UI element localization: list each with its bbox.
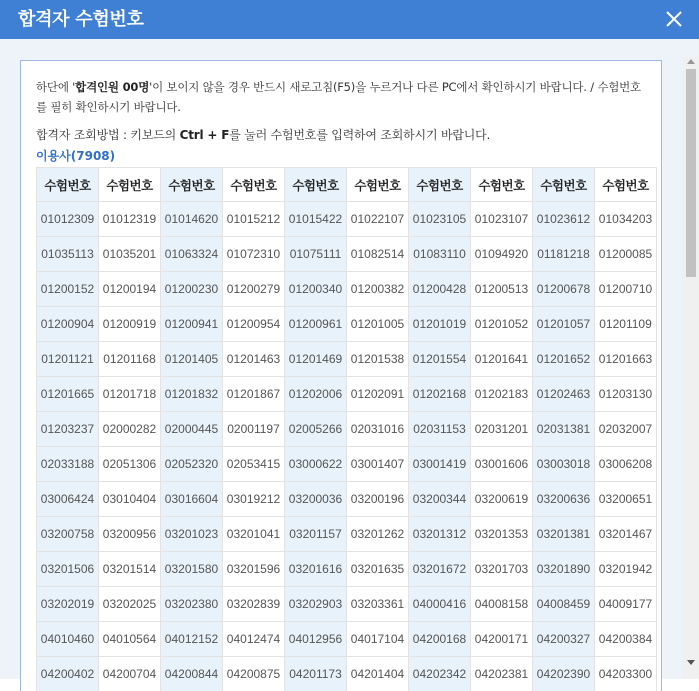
search-howto — [36, 127, 651, 143]
exam-number-cell: 01201405 — [161, 342, 223, 377]
exam-number-cell: 03003018 — [533, 447, 595, 482]
table-row — [37, 657, 657, 691]
table-row — [37, 517, 657, 552]
exam-number-cell: 01200382 — [347, 272, 409, 307]
exam-number-cell: 01201665 — [37, 377, 99, 412]
table-header-row — [37, 168, 657, 202]
exam-number-cell: 01063324 — [161, 237, 223, 272]
exam-number-cell: 03019212 — [223, 482, 285, 517]
exam-number-cell: 01181218 — [533, 237, 595, 272]
exam-number-cell: 01200340 — [285, 272, 347, 307]
exam-number-cell: 03201023 — [161, 517, 223, 552]
exam-number-cell: 01200279 — [223, 272, 285, 307]
exam-number-cell: 01015212 — [223, 202, 285, 237]
table-row — [37, 552, 657, 587]
exam-number-cell: 01200678 — [533, 272, 595, 307]
exam-number-cell: 01082514 — [347, 237, 409, 272]
exam-number-cell: 01201469 — [285, 342, 347, 377]
exam-number-cell: 04202342 — [409, 657, 471, 691]
column-header: 수험번호 — [37, 168, 99, 202]
exam-number-table — [36, 167, 657, 691]
exam-number-cell: 03201635 — [347, 552, 409, 587]
exam-number-cell: 01023107 — [471, 202, 533, 237]
exam-number-cell: 02031153 — [409, 412, 471, 447]
exam-number-cell: 03200036 — [285, 482, 347, 517]
exam-number-cell: 01203237 — [37, 412, 99, 447]
table-row — [37, 202, 657, 237]
column-header: 수험번호 — [161, 168, 223, 202]
column-header: 수험번호 — [347, 168, 409, 202]
column-header: 수험번호 — [285, 168, 347, 202]
company-heading: 이용사(7908) — [36, 148, 115, 164]
scroll-down-icon[interactable] — [687, 660, 695, 665]
exam-number-cell: 01012319 — [99, 202, 161, 237]
exam-number-cell: 03006424 — [37, 482, 99, 517]
exam-number-cell: 04010564 — [99, 622, 161, 657]
exam-number-cell: 02031381 — [533, 412, 595, 447]
exam-number-cell: 01201641 — [471, 342, 533, 377]
exam-number-cell: 04200704 — [99, 657, 161, 691]
exam-number-cell: 01201867 — [223, 377, 285, 412]
exam-number-cell: 01094920 — [471, 237, 533, 272]
exam-number-cell: 01201005 — [347, 307, 409, 342]
exam-number-cell: 02000445 — [161, 412, 223, 447]
exam-number-cell: 03000622 — [285, 447, 347, 482]
column-header: 수험번호 — [223, 168, 285, 202]
exam-number-cell: 01201832 — [161, 377, 223, 412]
column-header: 수험번호 — [409, 168, 471, 202]
exam-number-cell: 03001606 — [471, 447, 533, 482]
column-header: 수험번호 — [471, 168, 533, 202]
exam-number-cell: 01034203 — [595, 202, 657, 237]
exam-number-cell: 01023105 — [409, 202, 471, 237]
exam-number-cell: 03201157 — [285, 517, 347, 552]
exam-number-cell: 03200619 — [471, 482, 533, 517]
exam-number-cell: 02033188 — [37, 447, 99, 482]
exam-number-cell: 03200758 — [37, 517, 99, 552]
exam-number-cell: 02052320 — [161, 447, 223, 482]
exam-number-cell: 03001419 — [409, 447, 471, 482]
exam-number-cell: 04012152 — [161, 622, 223, 657]
exam-number-cell: 04017104 — [347, 622, 409, 657]
exam-number-cell: 04010460 — [37, 622, 99, 657]
exam-number-cell: 01201463 — [223, 342, 285, 377]
exam-number-cell: 04008158 — [471, 587, 533, 622]
exam-number-cell: 03201381 — [533, 517, 595, 552]
exam-number-cell: 02005266 — [285, 412, 347, 447]
exam-number-cell: 01200961 — [285, 307, 347, 342]
exam-number-cell: 01035113 — [37, 237, 99, 272]
exam-number-cell: 01201019 — [409, 307, 471, 342]
exam-number-cell: 04200844 — [161, 657, 223, 691]
exam-number-cell: 01083110 — [409, 237, 471, 272]
exam-number-cell: 03200651 — [595, 482, 657, 517]
table-row — [37, 482, 657, 517]
scrollbar-thumb[interactable] — [686, 69, 696, 277]
exam-number-cell: 01202091 — [347, 377, 409, 412]
exam-number-cell: 01200428 — [409, 272, 471, 307]
exam-number-cell: 01201109 — [595, 307, 657, 342]
exam-number-cell: 04201173 — [285, 657, 347, 691]
exam-number-cell: 01072310 — [223, 237, 285, 272]
exam-number-cell: 02053415 — [223, 447, 285, 482]
exam-number-cell: 03201353 — [471, 517, 533, 552]
exam-number-cell: 03202380 — [161, 587, 223, 622]
exam-number-cell: 04200327 — [533, 622, 595, 657]
exam-number-cell: 01201652 — [533, 342, 595, 377]
exam-number-cell: 01203130 — [595, 377, 657, 412]
column-header: 수험번호 — [595, 168, 657, 202]
exam-number-cell: 02032007 — [595, 412, 657, 447]
exam-number-cell: 03201616 — [285, 552, 347, 587]
exam-number-cell: 02000282 — [99, 412, 161, 447]
howto-pre: : 키보드의 — [119, 128, 179, 142]
exam-number-cell: 01014620 — [161, 202, 223, 237]
exam-number-cell: 01200904 — [37, 307, 99, 342]
table-body — [37, 202, 657, 691]
vertical-scrollbar[interactable] — [683, 57, 699, 679]
table-row — [37, 272, 657, 307]
exam-number-cell: 03201596 — [223, 552, 285, 587]
exam-number-cell: 03201672 — [409, 552, 471, 587]
exam-number-cell: 04202381 — [471, 657, 533, 691]
exam-number-cell: 03010404 — [99, 482, 161, 517]
table-row — [37, 587, 657, 622]
exam-number-cell: 01201663 — [595, 342, 657, 377]
exam-number-cell: 03201514 — [99, 552, 161, 587]
exam-number-cell: 03202903 — [285, 587, 347, 622]
table-row — [37, 307, 657, 342]
exam-number-cell: 02001197 — [223, 412, 285, 447]
howto-label: 합격자 조회방법 — [36, 128, 119, 142]
exam-number-cell: 03201262 — [347, 517, 409, 552]
table-row — [37, 622, 657, 657]
exam-number-cell: 04000416 — [409, 587, 471, 622]
notice-pre: 하단에 ' — [36, 80, 75, 94]
exam-number-cell: 03001407 — [347, 447, 409, 482]
howto-keys: Ctrl + F — [180, 128, 230, 142]
exam-number-cell: 03006208 — [595, 447, 657, 482]
exam-number-cell: 03200196 — [347, 482, 409, 517]
notice-post: '이 보이지 않을 경우 반드시 새로고침(F5)을 누르거나 다른 PC에서 확인하시기 바랍니다. / 수험번호를 필히 확인하시기 바랍니다. — [36, 80, 641, 114]
exam-number-cell: 01202006 — [285, 377, 347, 412]
exam-number-cell: 04200168 — [409, 622, 471, 657]
exam-number-cell: 03200956 — [99, 517, 161, 552]
exam-number-cell: 03200344 — [409, 482, 471, 517]
notice-highlight: 합격인원 00명 — [75, 80, 149, 94]
exam-number-cell: 01200085 — [595, 237, 657, 272]
exam-number-cell: 03201942 — [595, 552, 657, 587]
exam-number-cell: 04203300 — [595, 657, 657, 691]
exam-number-cell: 01202463 — [533, 377, 595, 412]
exam-number-cell: 03203361 — [347, 587, 409, 622]
notice-text — [36, 78, 651, 117]
exam-number-cell: 01015422 — [285, 202, 347, 237]
exam-number-cell: 04012956 — [285, 622, 347, 657]
exam-number-cell: 02031201 — [471, 412, 533, 447]
column-header: 수험번호 — [533, 168, 595, 202]
exam-number-cell: 04200875 — [223, 657, 285, 691]
table-row — [37, 447, 657, 482]
exam-number-cell: 01202168 — [409, 377, 471, 412]
table-row — [37, 237, 657, 272]
exam-number-cell: 01201538 — [347, 342, 409, 377]
content-panel — [20, 60, 662, 691]
exam-number-cell: 03016604 — [161, 482, 223, 517]
exam-number-cell: 04202390 — [533, 657, 595, 691]
exam-number-cell: 02031016 — [347, 412, 409, 447]
exam-number-cell: 04009177 — [595, 587, 657, 622]
close-icon[interactable] — [665, 10, 683, 28]
exam-number-cell: 01200919 — [99, 307, 161, 342]
exam-number-cell: 03201312 — [409, 517, 471, 552]
modal-body — [0, 39, 699, 679]
exam-number-cell: 03201890 — [533, 552, 595, 587]
exam-number-cell: 04012474 — [223, 622, 285, 657]
table-row — [37, 377, 657, 412]
exam-number-cell: 03202025 — [99, 587, 161, 622]
modal-title: 합격자 수험번호 — [18, 0, 144, 39]
exam-number-cell: 01201052 — [471, 307, 533, 342]
table-row — [37, 342, 657, 377]
exam-number-cell: 02051306 — [99, 447, 161, 482]
exam-number-cell: 01200710 — [595, 272, 657, 307]
exam-number-cell: 04200171 — [471, 622, 533, 657]
exam-number-cell: 01200941 — [161, 307, 223, 342]
exam-number-cell: 03202839 — [223, 587, 285, 622]
exam-number-cell: 03201580 — [161, 552, 223, 587]
exam-number-cell: 01201057 — [533, 307, 595, 342]
modal-title-bar — [0, 0, 699, 39]
exam-number-cell: 01200152 — [37, 272, 99, 307]
exam-number-cell: 03201506 — [37, 552, 99, 587]
exam-number-cell: 04201404 — [347, 657, 409, 691]
exam-number-cell: 01200230 — [161, 272, 223, 307]
exam-number-cell: 04200402 — [37, 657, 99, 691]
exam-number-cell: 01202183 — [471, 377, 533, 412]
exam-number-cell: 03200636 — [533, 482, 595, 517]
scroll-up-icon[interactable] — [687, 59, 695, 64]
exam-number-cell: 01200513 — [471, 272, 533, 307]
column-header: 수험번호 — [99, 168, 161, 202]
exam-number-cell: 01012309 — [37, 202, 99, 237]
exam-number-cell: 03201467 — [595, 517, 657, 552]
exam-number-cell: 01023612 — [533, 202, 595, 237]
exam-number-cell: 01035201 — [99, 237, 161, 272]
exam-number-cell: 01075111 — [285, 237, 347, 272]
howto-post: 를 눌러 수험번호를 입력하여 조회하시기 바랍니다. — [229, 128, 490, 142]
exam-number-cell: 01201718 — [99, 377, 161, 412]
exam-number-cell: 01200954 — [223, 307, 285, 342]
exam-number-cell: 01201168 — [99, 342, 161, 377]
exam-number-cell: 01022107 — [347, 202, 409, 237]
exam-number-cell: 04008459 — [533, 587, 595, 622]
exam-number-cell: 01201554 — [409, 342, 471, 377]
exam-number-cell: 04200384 — [595, 622, 657, 657]
exam-number-cell: 01201121 — [37, 342, 99, 377]
exam-number-cell: 03201703 — [471, 552, 533, 587]
exam-number-cell: 03201041 — [223, 517, 285, 552]
exam-number-cell: 01200194 — [99, 272, 161, 307]
table-row — [37, 412, 657, 447]
exam-number-cell: 03202019 — [37, 587, 99, 622]
